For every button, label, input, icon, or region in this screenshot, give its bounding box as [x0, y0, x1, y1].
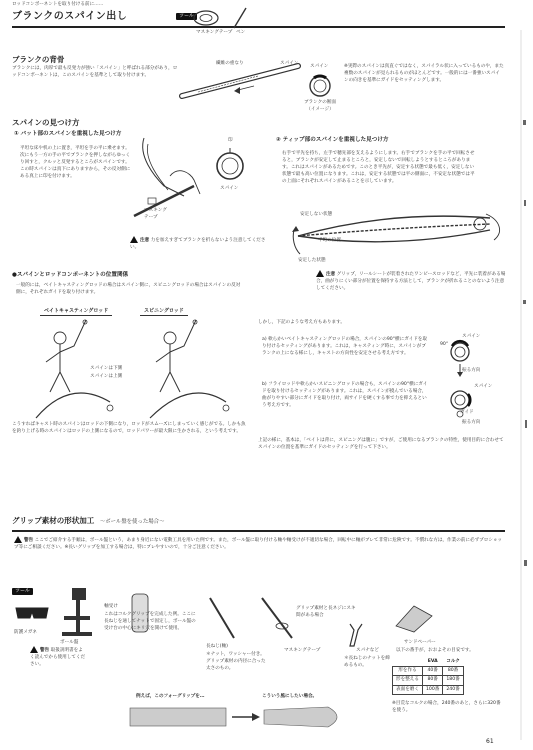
table-cell: 100番 [422, 685, 442, 694]
warning-icon [30, 646, 38, 653]
table-header: コルク [446, 659, 460, 664]
caution2-label: 注意 [326, 272, 336, 277]
table-row [393, 667, 464, 676]
spinning-rod-label: スピニングロッド [140, 308, 188, 316]
section-find-spine-heading: スパインの見つけ方 [12, 118, 80, 127]
table-note: ※目荒なコルクの場合，240番のあと，さらに320番を使う。 [392, 701, 501, 713]
grip-heading-row [12, 516, 164, 526]
tape-roll-icon [192, 6, 232, 28]
method1-text: 平坦な床や机の上に置き，平坦を手の平に乗せます。次にもう一方の手の平でブランクを押しながらゆっくり回すと，クルッと反発するところがスパインです。この時スパインは真下にありますから，その反対側にある真上に印を付けます。 [20, 146, 131, 179]
blank-back-text: ブランクには，肉厚で最も反発力が強い「スパイン」と呼ばれる部分があり，ロッドコンポーネントは，このスパインを基準として取り付けます。 [12, 66, 178, 78]
label-mark: 印 [228, 138, 233, 143]
table-cell: 180番 [443, 676, 463, 685]
table-cell: 形を整える [393, 676, 423, 685]
grip-heading: グリップ素材の形状加工 [12, 516, 95, 525]
page-number: 61 [486, 738, 494, 745]
label-spine-fig-2: スパイン [474, 384, 493, 389]
label-spine-down: スパインは下側 [90, 366, 123, 371]
label-swing-fig: 振る方向 [462, 368, 481, 373]
page-title: ブランクのスパイン出し [12, 11, 128, 22]
next-page-edge [509, 0, 533, 750]
rod-label: 長ねじ(軸) [206, 644, 228, 649]
spine-circle-icon [212, 148, 248, 184]
goggles-label: 防護メガネ [14, 630, 37, 635]
breadcrumb: ロッドコンポーネントを取り付ける前に…… [12, 2, 104, 7]
table-row [393, 685, 464, 694]
sandpaper-grit-table [392, 658, 464, 695]
tape-label: マスキングテープ [284, 648, 321, 653]
label-blank-section: ブランクの断面（イメージ） [303, 100, 337, 112]
bait-rod-label: ベイトキャスティングロッド [40, 308, 112, 316]
method2-title: ② ティップ部のスパインを重視した見つけ方 [276, 137, 389, 143]
goggles-icon [14, 602, 50, 624]
grip-warning-text: ここでご紹介する手順は，ボール盤という，あまり身近にない電動工具を用いた例です。また，ボール盤に取り付ける軸や軸受けが不適切な場合，回転中に軸がブレて非常に危険です。不慣れな方は，作業の前に必ずプロショップ等にご相談ください。※長いグリップを加工する場合は，特にブレやすいので，十分ご注意ください。 [14, 538, 503, 550]
label-spine-1: スパイン [280, 61, 299, 66]
tool-tag: ツール [176, 13, 197, 20]
table-cell: 40番 [422, 667, 442, 676]
blank-back-note: ※実際のスパインは真直ぐではなく，スパイラル状に入っているものや，また複数のスパインが見られるものがほとんどです。一般的には一番強いスパインの向きを基準にガイドをセッティングします。 [344, 64, 504, 83]
grip-tool-tag: ツール [12, 588, 33, 595]
caution2-text: グリップ，リールシートが装着されたワンピースロッドなど，平先に装着がある場合，曲がりにくい部分が位置を保持する方法として，ブランクが折れることのないよう注意してください。 [316, 272, 506, 291]
relation-but-text: しかし，下記のような考え方もあります。 [258, 320, 345, 325]
table-cell: 形を作る [393, 667, 423, 676]
caution1 [130, 236, 270, 252]
grip-warning2-text: 取扱説明書をよく読んでから使用してください。 [30, 648, 86, 667]
rod-text: ＊ナット，ワッシャー付き。グリップ素材の内径に合った太さのもの。 [206, 652, 266, 671]
warning-icon [14, 536, 22, 543]
example-label: 例えば，このフォーグリップを… [136, 694, 205, 699]
title-rule [12, 26, 505, 28]
grip-gap-label: グリップ素材と長ネジにスキ間がある場合 [296, 606, 356, 618]
caution1-text: 力を加えすぎてブランクを折らないよう注意してください。 [130, 238, 266, 250]
wrench-icon [344, 622, 364, 648]
grip-warning2-label: 警告 [40, 648, 50, 653]
cork-label: 軸受け [104, 604, 118, 609]
relation-a-text: a) 軟らかいベイトキャスティングロッドの場合，スパインの90°横にガイドを取り付けるセッティングがあります。これは，キャスティング時に，スパインがブランクの上になる様にし，キャストの方向性を安定させる考え方です。 [262, 337, 428, 356]
tool-pen-label: ペン [236, 30, 246, 35]
label-fiber-winding: 繊維の重なり [216, 61, 244, 66]
warning-icon [316, 270, 324, 277]
label-masking-tape: マスキングテープ [144, 208, 167, 220]
grip-warning [14, 536, 504, 552]
grip-warning2 [30, 646, 86, 669]
grip-subheading: ～ボール盤を使った場合～ [99, 519, 165, 525]
label-spine-fig: スパイン [462, 334, 481, 339]
table-cell: 表面を磨く [393, 685, 423, 694]
label-guide-fig: ガイド [460, 410, 474, 415]
wrench-label: スパナなど [356, 648, 379, 653]
grip-warning-label: 警告 [24, 538, 34, 543]
relation-text: 一般的には，ベイトキャスティングロッドの場合はスパイン側に，スピニングロッドの場合はスパインの反対側に，それぞれガイドを取り付けます。 [16, 283, 241, 295]
threaded-rod-icon [206, 596, 240, 644]
pen-icon [232, 6, 248, 30]
drill-press-icon [58, 586, 98, 638]
table-header: EVA [427, 659, 438, 664]
table-header [393, 658, 423, 667]
table-cell: 80番 [422, 676, 442, 685]
table-row [393, 676, 464, 685]
caution2 [316, 270, 506, 293]
section-blank-back-heading: ブランクの背骨 [12, 55, 65, 64]
relation-conclusion: 上記の様に，基本は，「ベイトは背に，スピニングは腹に」ですが，ご使用になるブランクの特性，使用目的に合わせてスパインの位置を基準にガイドのセッティングを行って下さい。 [258, 438, 504, 450]
sandpaper-label: サンドペーパー [404, 640, 436, 645]
grip-tools-header [12, 588, 33, 595]
table-cell: 240番 [443, 685, 463, 694]
label-stable: 安定した状態 [298, 258, 326, 263]
relation-heading: ●スパインとロッドコンポーネントの位置関係 [12, 272, 129, 278]
table-header-row [393, 658, 464, 667]
tool-tape-label: マスキングテープ [196, 30, 233, 35]
table-cell: 80番 [443, 667, 463, 676]
label-swing-fig-2: 振る方向 [462, 420, 481, 425]
sandpaper-icon [394, 604, 434, 634]
result-label: こういう風にしたい場合。 [262, 694, 318, 699]
fighting-figures-illustration [30, 382, 230, 422]
label-level: 平均の位置 [318, 238, 341, 243]
label-spine-3: スパイン [220, 186, 239, 191]
label-unstable: 安定しない状態 [300, 212, 333, 217]
label-spine-2: スパイン [310, 64, 329, 69]
sandpaper-text: 以下の番手が，おおよその目安です。 [396, 648, 474, 653]
method2-text: 右手で平先を持ち，左手で穂先部を支えるようにします。右手でブランクを手の平で回転させると，ブランクが安定して止まるところと，安定しないで回転しようとするところがあります。これはスパインがあるためです。このとき平先が，安定する状態で最も低く，安定しない状態で最も高い位置になります。これは，安定する状態では平の側面に，不安定な状態では平の上面にそれぞれスパインがあることを示しています。 [282, 151, 475, 184]
cork-text: これはコルクグリップを完成した例。ここに長ねじを通してナットで固定し，ボール盤の受け台の中心にキリ穴を開けて使用。 [104, 612, 196, 631]
wrench-text: ＊長ねじのナットを締めるもの。 [344, 656, 390, 668]
drill-press-label: ボール盤 [60, 640, 79, 645]
warning-icon [130, 236, 138, 243]
method1-title: ① バット部のスパインを重視した見つけ方 [14, 131, 122, 137]
relation-bottom-text: こうすればキャスト時のスパインはロッドの下側になり，ロッドがスムーズにしまっていく感じがでる。しかも魚を釣り上げる時のスパインはロッドの上側になるので，ロッドパワーが最大限に生かされる，という考えです。 [12, 422, 246, 434]
blank-section-icon [306, 72, 334, 100]
label-spine-up: スパインは上側 [90, 374, 123, 379]
grip-rule [12, 530, 505, 532]
relation-b-text: b) フライロッドや軟らかいスピニングロッドの場合も，スパインの90°横にガイドを取り付けるセッティングがあります。これは，スパインが撓んでいる場合，曲がりやすい部分にガイドを取り付け，両サイドを硬くする事で力を抑えるという考え方です。 [262, 382, 428, 408]
grip-rod-tape-icon [258, 596, 298, 642]
grip-shape-example [128, 704, 358, 732]
label-90deg: 90° [440, 342, 449, 347]
caution1-label: 注意 [140, 238, 150, 243]
